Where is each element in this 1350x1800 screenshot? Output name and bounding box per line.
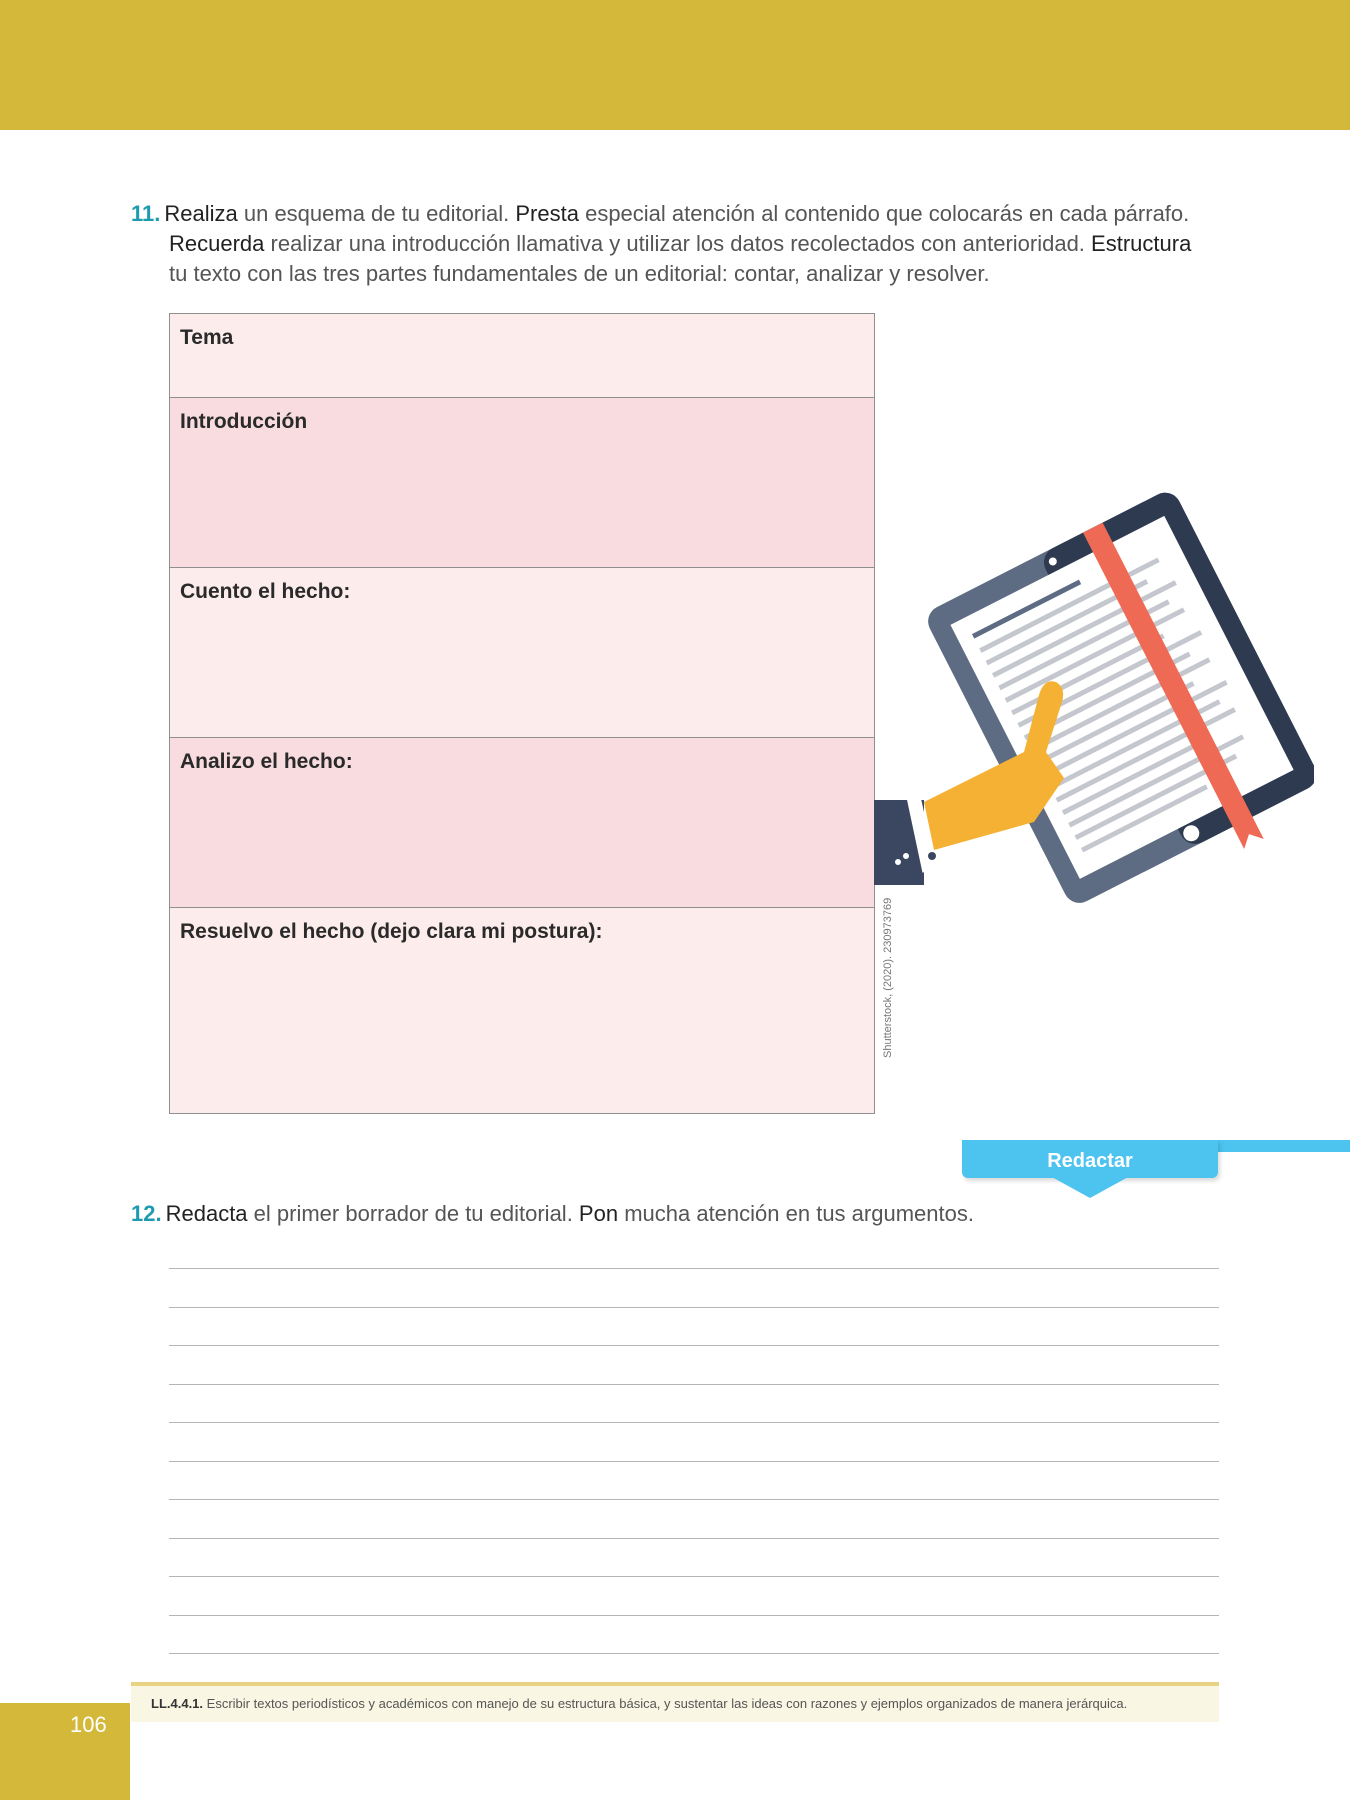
activity-number: 11. <box>131 201 161 226</box>
hand-holding-tablet-illustration <box>874 490 1314 910</box>
verb-recuerda: Recuerda <box>169 231 265 256</box>
scheme-row-analizo[interactable] <box>170 737 874 907</box>
scheme-label: Analizo el hecho: <box>180 750 353 773</box>
instruction-text: tu texto con las tres partes fundamentales de un editorial: contar, analizar y resolver. <box>169 261 990 286</box>
instruction-text: mucha atención en tus argumentos. <box>618 1201 974 1226</box>
image-credit: Shutterstock, (2020). 230973769 <box>882 897 894 1058</box>
writing-line[interactable] <box>169 1268 1219 1269</box>
instruction-text: especial atención al contenido que colocarás en cada párrafo. <box>578 201 1190 226</box>
section-rule <box>1210 1140 1350 1152</box>
scheme-row-cuento[interactable] <box>170 567 874 737</box>
verb-estructura: Estructura <box>1091 231 1192 256</box>
scheme-label: Introducción <box>180 410 308 433</box>
scheme-row-tema[interactable] <box>170 314 874 397</box>
writing-line[interactable] <box>169 1422 1219 1423</box>
instruction-text: realizar una introducción llamativa y utilizar los datos recolectados con anterioridad. <box>264 231 1092 256</box>
page-number-tab <box>0 1703 130 1800</box>
instruction-text: un esquema de tu editorial. <box>237 201 516 226</box>
verb-presta: Presta <box>515 201 579 226</box>
writing-line[interactable] <box>169 1384 1219 1385</box>
activity-12-instructions <box>131 1199 1031 1229</box>
scheme-label: Tema <box>180 326 234 349</box>
instruction-text: el primer borrador de tu editorial. <box>247 1201 579 1226</box>
scheme-label: Resuelvo el hecho (dejo clara mi postura): <box>180 920 603 943</box>
scheme-label: Cuento el hecho: <box>180 580 351 603</box>
skill-code: LL.4.4.1. <box>151 1696 204 1711</box>
hand-icon <box>874 681 1064 885</box>
skill-text: Escribir textos periodísticos y académicos con manejo de su estructura básica, y sustentar las ideas con razones y ejemplos organizados de manera jerárquica. <box>206 1696 1128 1711</box>
editorial-scheme-table <box>169 313 875 1114</box>
header-band <box>0 0 1350 130</box>
section-tab-redactar: Redactar <box>962 1140 1218 1178</box>
writing-line[interactable] <box>169 1653 1219 1654</box>
activity-11-instructions <box>131 199 1221 289</box>
writing-line[interactable] <box>169 1499 1219 1500</box>
writing-line[interactable] <box>169 1307 1219 1308</box>
skill-criterion <box>131 1682 1219 1722</box>
writing-line[interactable] <box>169 1576 1219 1577</box>
writing-line[interactable] <box>169 1538 1219 1539</box>
scheme-row-introduccion[interactable] <box>170 397 874 567</box>
page-number: 106 <box>70 1712 107 1737</box>
scheme-row-resuelvo[interactable] <box>170 907 874 1113</box>
verb-redacta: Redacta <box>165 1201 248 1226</box>
section-tab-notch <box>1050 1176 1130 1198</box>
writing-line[interactable] <box>169 1461 1219 1462</box>
writing-line[interactable] <box>169 1615 1219 1616</box>
verb-realiza: Realiza <box>164 201 238 226</box>
activity-number: 12. <box>131 1201 162 1226</box>
verb-pon: Pon <box>578 1201 619 1226</box>
tablet-icon <box>923 490 1314 910</box>
writing-line[interactable] <box>169 1345 1219 1346</box>
writing-lines[interactable] <box>169 1268 1219 1692</box>
